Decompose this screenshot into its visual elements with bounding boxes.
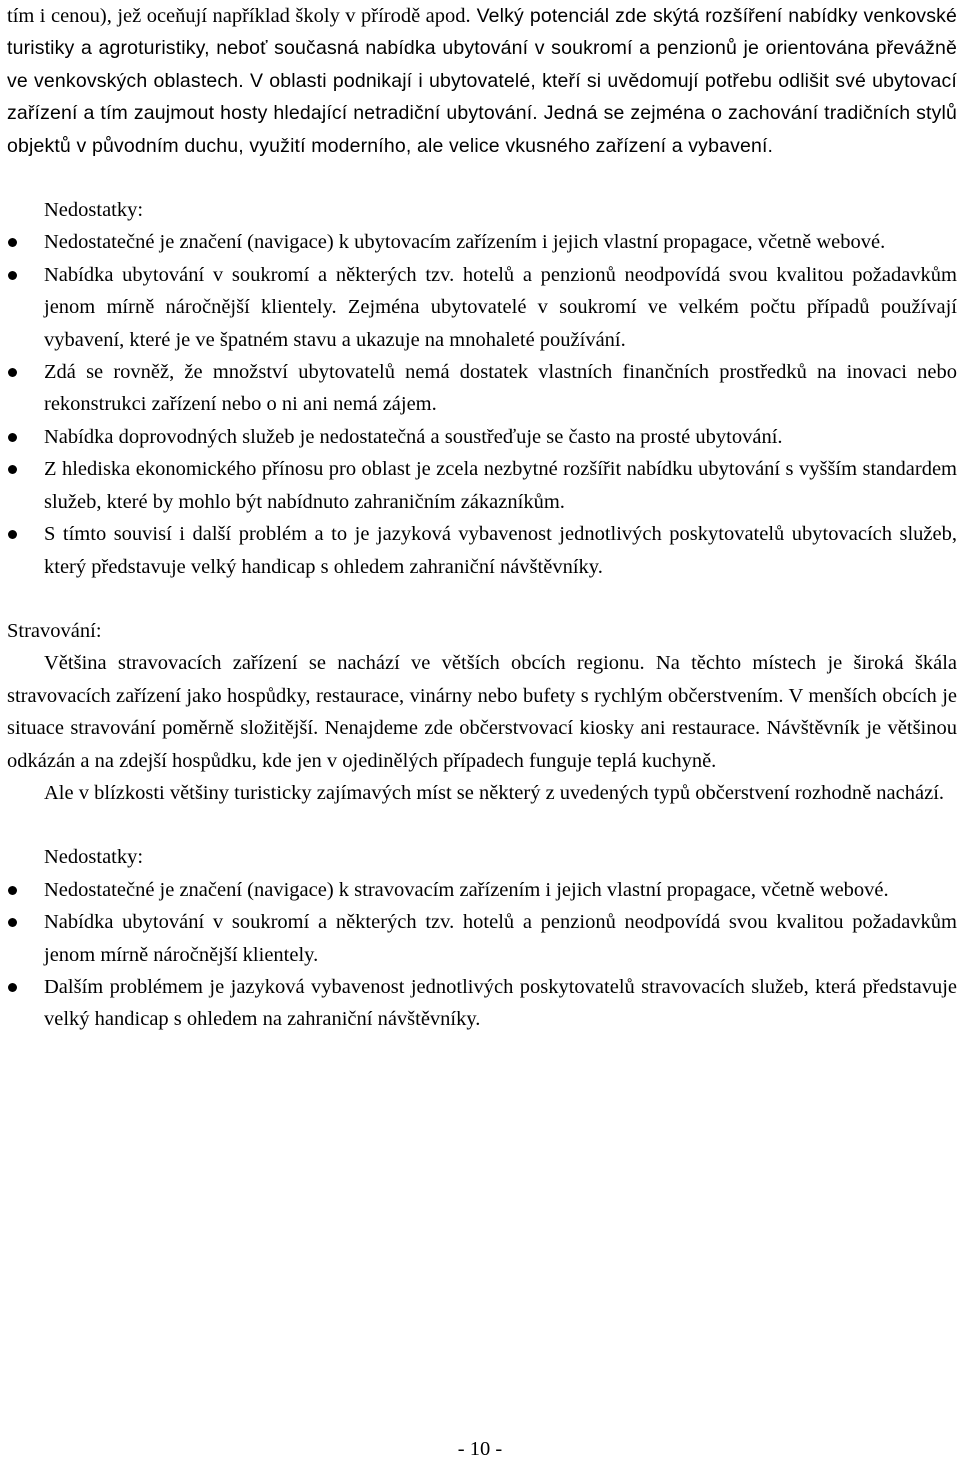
bullet-icon [8, 465, 17, 474]
list-item [7, 421, 957, 453]
ubytovani-nedostatky-list [7, 226, 957, 582]
list-item-text: Nedostatečné je značení (navigace) k stravovacím zařízením i jejich vlastní propagace, včetně webové. [44, 878, 889, 901]
list-item-text: Nabídka ubytování v soukromí a některých tzv. hotelů a penzionů neodpovídá svou kvalitou požadavkům jenom mírně náročnější klientely. [44, 911, 957, 966]
list-item [7, 518, 957, 583]
stravovani-paragraph-1: Většina stravovacích zařízení se nachází ve větších obcích regionu. Na těchto místech je široká škála stravovacích zařízení jako hospůdky, restaurace, vinárny nebo bufety s rychlým občerstvením. V menších obcích je situace stravování poměrně složitější. Nenajdeme zde občerstvovací kiosky ani restaurace. Návštěvník je většinou odkázán a na zdejší hospůdku, kde jen v ojedinělých případech funguje teplá kuchyně. [7, 652, 957, 772]
bullet-icon [8, 886, 17, 895]
page-number: - 10 - [457, 1438, 503, 1460]
list-item-text: Nabídka doprovodných služeb je nedostatečná a soustřeďuje se často na prosté ubytování. [44, 425, 783, 448]
intro-text-4: Jedná se zejména o zachování tradičních stylů objektů v původním duchu, využití moderního, ale velice vkusného zařízení a vybavení. [7, 102, 957, 157]
stravovani-nedostatky-list [7, 874, 957, 1036]
list-item [7, 453, 957, 518]
list-item [7, 259, 957, 356]
list-item [7, 356, 957, 421]
bullet-icon [8, 238, 17, 247]
intro-text-3: V oblasti podnikají i ubytovatelé, kteří si uvědomují potřebu odlišit své ubytovací zařízení a tím zaujmout hosty hledající netradiční ubytování. [7, 69, 957, 125]
document-page [7, 0, 957, 1036]
stravovani-paragraph-2: Ale v blízkosti většiny turisticky zajímavých míst se některý z uvedených typů občerstvení rozhodně nachází. [44, 781, 945, 804]
list-item-text: Dalším problémem je jazyková vybavenost jednotlivých poskytovatelů stravovacích služeb, která představuje velký handicap s ohledem na zahraniční návštěvníky. [44, 975, 957, 1031]
section-heading-ubytovani-nedostatky: Nedostatky: [44, 199, 144, 222]
list-item-text: Nedostatečné je značení (navigace) k ubytovacím zařízením i jejich vlastní propagace, včetně webové. [44, 231, 886, 254]
section-heading-stravovani: Stravování: [7, 619, 102, 642]
list-item [7, 971, 957, 1036]
list-item [7, 874, 957, 906]
bullet-icon [8, 433, 17, 442]
bullet-icon [8, 983, 17, 992]
list-item-text: Zdá se rovněž, že množství ubytovatelů nemá dostatek vlastních finančních prostředků na inovaci nebo rekonstrukci zařízení nebo o ni ani nemá zájem. [44, 361, 957, 416]
bullet-icon [8, 271, 17, 280]
intro-text-1: tím i cenou), jež oceňují například školy v přírodě apod. [7, 5, 471, 27]
spacer [7, 583, 957, 615]
list-item [7, 226, 957, 258]
spacer [7, 162, 957, 194]
list-item-text: S tímto souvisí i další problém a to je jazyková vybavenost jednotlivých poskytovatelů ubytovacích služeb, který představuje velký handicap s ohledem zahraniční návštěvníky. [44, 523, 957, 578]
list-item [7, 906, 957, 971]
section-heading-stravovani-nedostatky: Nedostatky: [44, 846, 144, 869]
list-item-text: Nabídka ubytování v soukromí a některých tzv. hotelů a penzionů neodpovídá svou kvalitou požadavkům jenom mírně náročnější klientely. Zejména ubytovatelé v soukromí ve velkém počtu případů používají vybavení, které je ve špatném stavu a ukazuje na mnohaleté používání. [44, 263, 957, 351]
bullet-icon [8, 530, 17, 539]
bullet-icon [8, 368, 17, 377]
bullet-icon [8, 918, 17, 927]
intro-text-2: Velký potenciál zde skýtá rozšíření nabídky venkovské turistiky a agroturistiky, neboť současná nabídka ubytování v soukromí a penzionů je orientována převážně ve venkovských oblastech. [7, 5, 957, 92]
list-item-text: Z hlediska ekonomického přínosu pro oblast je zcela nezbytné rozšířit nabídku ubytování s vyšším standardem služeb, které by mohlo být nabídnuto zahraničním zákazníkům. [44, 458, 957, 513]
intro-paragraph [7, 0, 957, 162]
spacer [7, 809, 957, 841]
